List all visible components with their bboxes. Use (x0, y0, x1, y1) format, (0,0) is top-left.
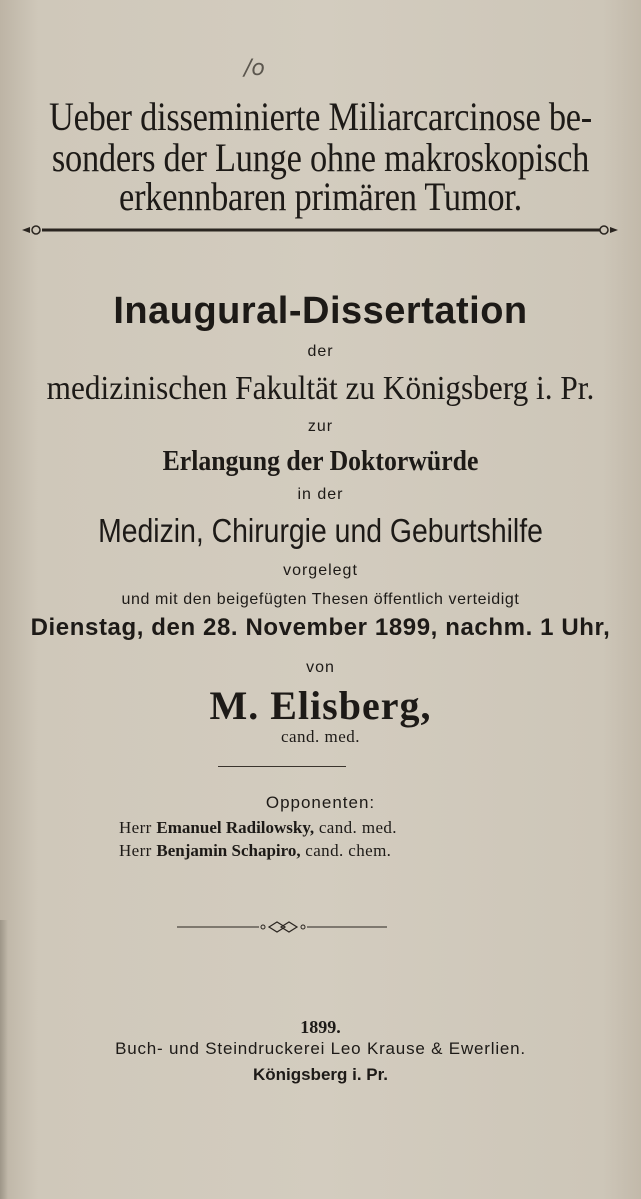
der-text: der (307, 343, 334, 360)
faculty-line: medizinischen Fakultät zu Königsberg i. Pr. (46, 370, 595, 407)
opponent-prefix: Herr (119, 841, 152, 860)
zur-text: zur (307, 418, 334, 435)
in-der-text: in der (297, 486, 344, 503)
degree-line: Erlangung der Doktorwürde (162, 446, 479, 477)
city-line: Königsberg i. Pr. (252, 1065, 389, 1084)
opponent-1 (119, 818, 397, 838)
dissertation-heading: Inaugural-Dissertation (113, 290, 528, 332)
author-name: M. Elisberg, (209, 683, 432, 728)
title-line-3: erkennbaren primären Tumor. (119, 174, 522, 219)
opponent-name: Benjamin Schapiro, (156, 841, 301, 860)
von-text: von (306, 659, 335, 676)
ornamental-rule (20, 222, 620, 238)
author-title: cand. med. (280, 727, 361, 746)
opponent-2 (119, 841, 391, 861)
publication-year: 1899. (300, 1017, 341, 1037)
opponent-title: cand. med. (318, 818, 397, 837)
title-line-1: Ueber disseminierte Miliarcarcinose be- (49, 94, 592, 139)
opponent-prefix: Herr (119, 818, 152, 837)
fields-line: Medizin, Chirurgie und Geburtshilfe (98, 512, 543, 549)
handwritten-note: /o (244, 56, 265, 81)
short-divider (218, 766, 346, 767)
title-line-2: sonders der Lunge ohne makroskopisch (51, 135, 590, 180)
opponent-name: Emanuel Radilowsky, (156, 818, 315, 837)
binding-edge-shadow (0, 920, 8, 1199)
opponent-title: cand. chem. (305, 841, 392, 860)
small-ornament (177, 919, 387, 935)
opponents-heading: Opponenten: (265, 793, 376, 812)
date-line: Dienstag, den 28. November 1899, nachm. 1 Uhr, (30, 614, 611, 641)
vorgelegt-text: vorgelegt (283, 562, 358, 579)
printer-line: Buch- und Steindruckerei Leo Krause & Ewerlien. (115, 1039, 526, 1058)
defense-line: und mit den beigefügten Thesen öffentlich verteidigt (121, 591, 520, 608)
